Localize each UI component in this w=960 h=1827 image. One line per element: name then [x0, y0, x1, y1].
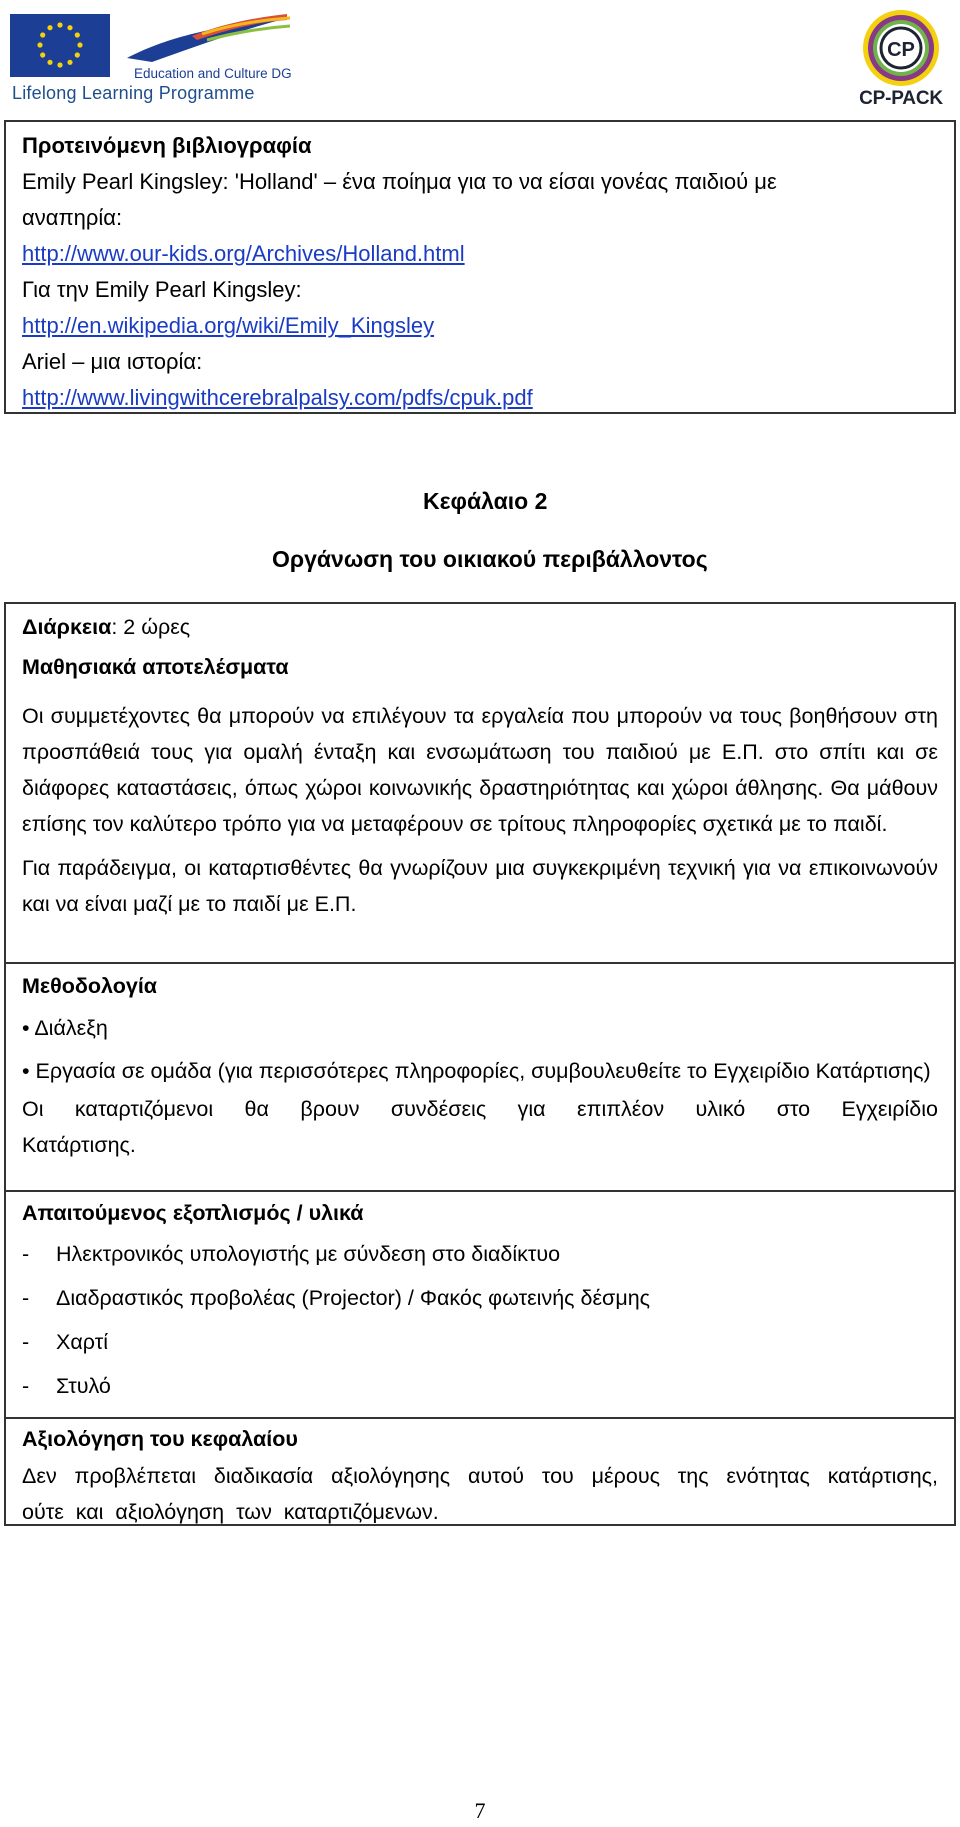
duration-outcomes-section — [6, 608, 954, 922]
svg-text:CP: CP — [887, 39, 915, 61]
equipment-item: - Ηλεκτρονικός υπολογιστής με σύνδεση στο διαδίκτυο — [22, 1232, 938, 1276]
equipment-heading: Απαιτούμενος εξοπλισμός / υλικά — [22, 1201, 364, 1225]
dash-marker: - — [22, 1374, 30, 1398]
cpuk-pdf-link[interactable]: http://www.livingwithcerebralpalsy.com/pdfs/cpuk.pdf — [22, 385, 533, 410]
dash-marker: - — [22, 1242, 30, 1266]
swoosh-icon — [122, 10, 292, 66]
cp-pack-logo — [856, 8, 946, 116]
eac-text: Education and Culture DG — [134, 66, 292, 81]
evaluation-text: Δεν προβλέπεται διαδικασία αξιολόγησης αυτού του μέρους της ενότητας κατάρτισης, ούτε και αξιολόγηση των καταρτιζόμενων. — [22, 1464, 938, 1524]
evaluation-heading: Αξιολόγηση του κεφαλαίου — [22, 1427, 298, 1451]
chapter-content-table — [4, 602, 956, 1526]
equipment-item: - Χαρτί — [22, 1320, 938, 1364]
bibliography-line: αναπηρία: — [22, 205, 123, 230]
outcomes-paragraph: Οι συμμετέχοντες θα μπορούν να επιλέγουν τα εργαλεία που μπορούν να τους βοηθήσουν στη προσπάθειά τους για ομαλή ένταξη και ενσωμάτωση του παιδιού με Ε.Π. στο σπίτι και σε διάφορες καταστάσεις, όπως χώροι κοινωνικής δραστηριότητας και χώροι άθλησης. Θα μάθουν επίσης τον καλύτερο τρόπο για να μεταφέρουν σε τρίτους πληροφορίες σχετικά με το παιδί. — [22, 704, 938, 836]
cp-pack-text: CP-PACK — [859, 88, 943, 109]
bibliography-line: Emily Pearl Kingsley: 'Holland' – ένα ποίημα για το να είσαι γονέας παιδιού με — [22, 169, 777, 194]
methodology-bullet: • Διάλεξη — [22, 1016, 108, 1040]
llp-text: Lifelong Learning Programme — [12, 83, 255, 103]
evaluation-section — [6, 1420, 954, 1530]
wikipedia-link[interactable]: http://en.wikipedia.org/wiki/Emily_Kingsley — [22, 313, 435, 338]
dash-marker: - — [22, 1330, 30, 1354]
dash-marker: - — [22, 1286, 30, 1310]
education-culture-logo — [122, 10, 292, 88]
chapter-number: Κεφάλαιο 2 — [423, 488, 548, 514]
duration-line — [22, 608, 938, 646]
outcomes-heading: Μαθησιακά αποτελέσματα — [22, 655, 289, 679]
row-divider — [6, 962, 954, 964]
holland-link[interactable]: http://www.our-kids.org/Archives/Holland.html — [22, 241, 465, 266]
bibliography-line: Για την Emily Pearl Kingsley: — [22, 277, 302, 302]
row-divider — [6, 1417, 954, 1419]
equipment-item: - Στυλό — [22, 1364, 938, 1408]
bibliography-heading: Προτεινόμενη βιβλιογραφία — [22, 133, 312, 158]
equipment-section — [6, 1194, 954, 1408]
methodology-section — [6, 967, 954, 1163]
page-number: 7 — [474, 1798, 486, 1823]
outcomes-example: Για παράδειγμα, οι καταρτισθέντες θα γνωρίζουν μια συγκεκριμένη τεχνική για να επικοινωνούν και να είναι μαζί με το παιδί με Ε.Π. — [22, 856, 938, 916]
duration-value: : 2 ώρες — [111, 615, 191, 639]
lifelong-learning-logo — [10, 10, 292, 110]
bibliography-box — [4, 120, 956, 414]
cp-pack-emblem-icon — [858, 8, 944, 88]
equipment-item: - Διαδραστικός προβολέας (Projector) / Φακός φωτεινής δέσμης — [22, 1276, 938, 1320]
chapter-title: Οργάνωση του οικιακού περιβάλλοντος — [272, 546, 708, 572]
row-divider — [6, 1190, 954, 1192]
methodology-bullet: • Εργασία σε ομάδα (για περισσότερες πληροφορίες, συμβουλευθείτε το Εγχειρίδιο Κατάρτισης) — [22, 1059, 931, 1083]
bibliography-line: Ariel – μια ιστορία: — [22, 349, 203, 374]
methodology-heading: Μεθοδολογία — [22, 974, 158, 998]
duration-label: Διάρκεια — [22, 615, 112, 639]
methodology-note: Οι καταρτιζόμενοι θα βρουν συνδέσεις για επιπλέον υλικό στο Εγχειρίδιο Κατάρτισης. — [22, 1097, 938, 1157]
eu-flag-icon — [10, 14, 110, 77]
